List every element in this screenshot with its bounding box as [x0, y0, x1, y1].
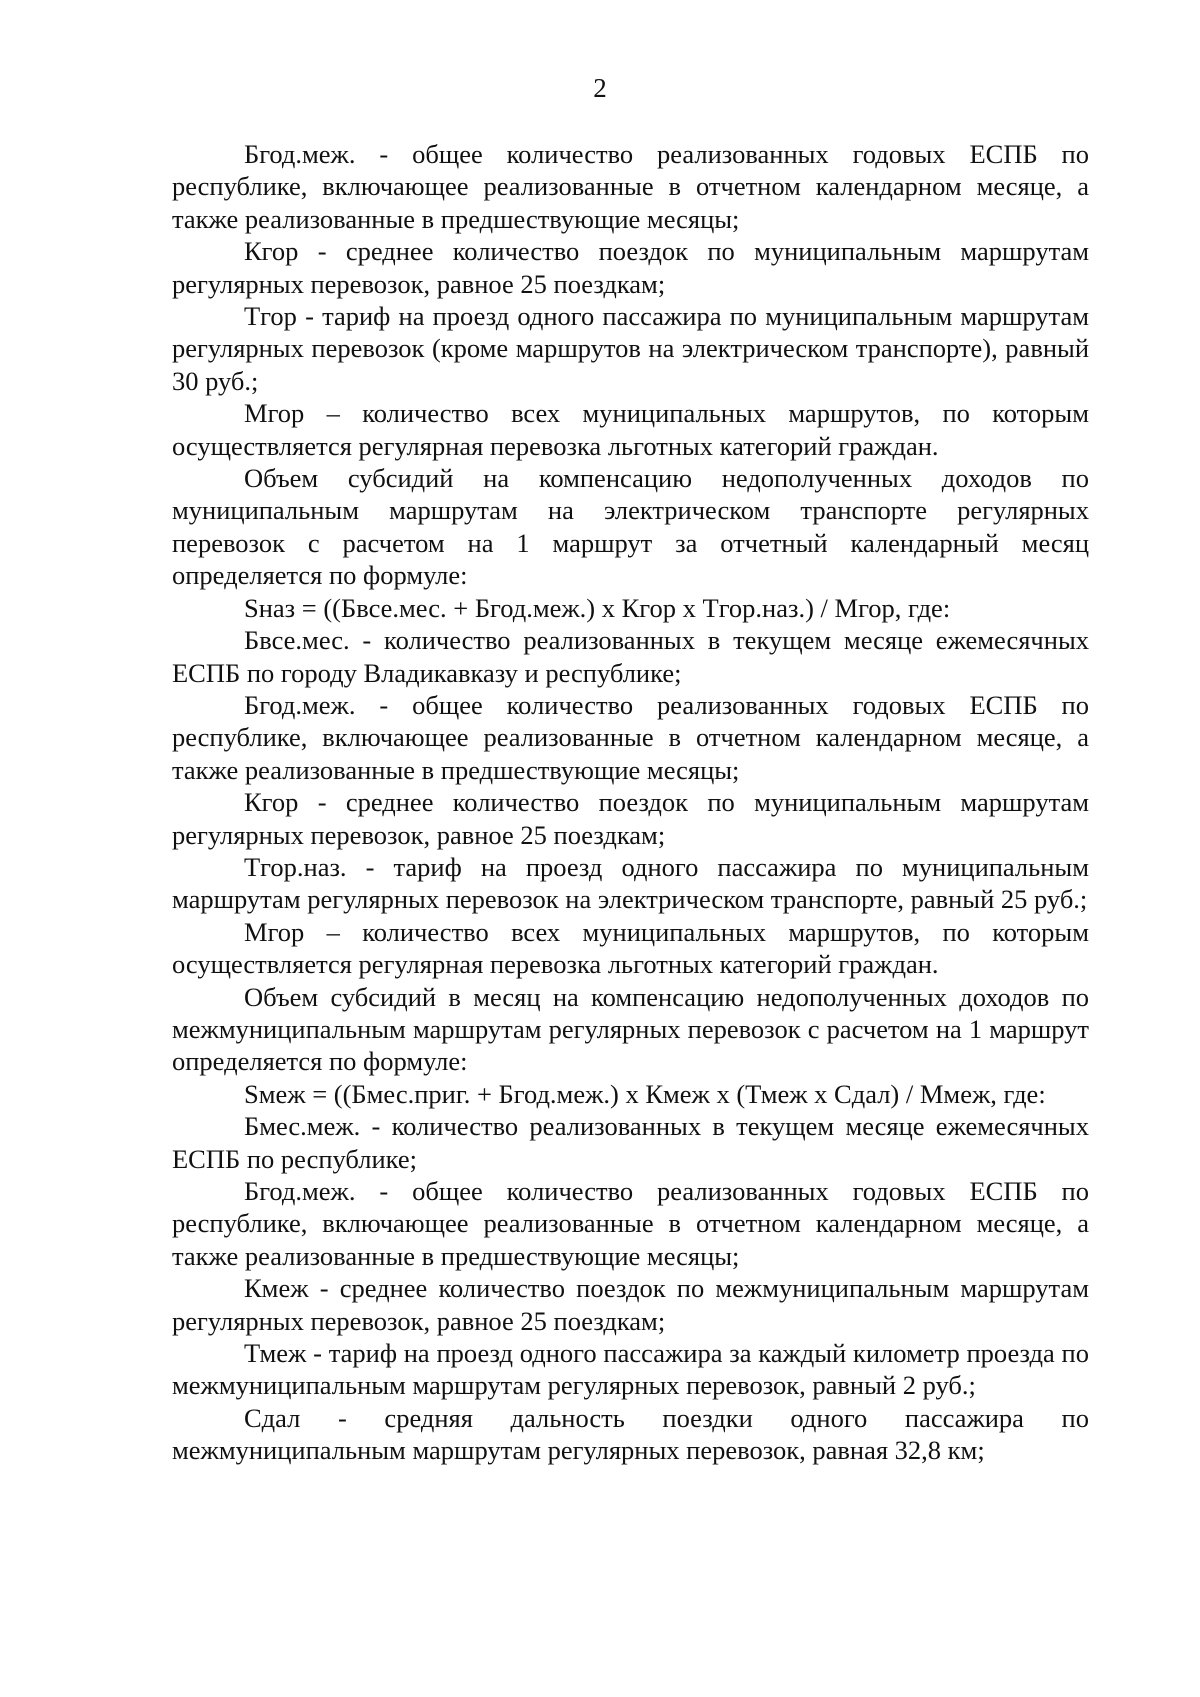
paragraph: Сдал - средняя дальность поездки одного пассажира по межмуниципальным маршрутам регулярных перевозок, равная 32,8 км;	[172, 1402, 1089, 1466]
paragraph: Тгор - тариф на проезд одного пассажира по муниципальным маршрутам регулярных перевозок (кроме маршрутов на электрическом транспорте), равный 30 руб.;	[172, 301, 1089, 396]
paragraph: Мгор – количество всех муниципальных маршрутов, по которым осуществляется регулярная перевозка льготных категорий граждан.	[172, 398, 1089, 461]
formula-sмеж: Sмеж = ((Бмес.приг. + Бгод.меж.) х Кмеж х (Тмеж х Сдал) / Ммеж, где:	[244, 1078, 1046, 1109]
paragraph: Кгор - среднее количество поездок по муниципальным маршрутам регулярных перевозок, равное 25 поездкам;	[172, 236, 1089, 299]
paragraph: Бвсе.мес. - количество реализованных в текущем месяце ежемесячных ЕСПБ по городу Владикавказу и республике;	[172, 625, 1089, 688]
paragraph: Объем субсидий в месяц на компенсацию недополученных доходов по межмуниципальным маршрутам регулярных перевозок с расчетом на 1 маршрут определяется по формуле:	[172, 981, 1089, 1077]
formula-sназ: Sназ = ((Бвсе.мес. + Бгод.меж.) х Кгор х Тгор.наз.) / Мгор, где:	[244, 592, 951, 623]
paragraph: Тгор.наз. - тариф на проезд одного пассажира по муниципальным маршрутам регулярных перевозок на электрическом транспорте, равный 25 руб.;	[172, 851, 1089, 915]
page-number: 2	[593, 73, 607, 103]
paragraph: Тмеж - тариф на проезд одного пассажира за каждый километр проезда по межмуниципальным маршрутам регулярных перевозок, равный 2 руб.;	[172, 1338, 1089, 1401]
paragraph: Кмеж - среднее количество поездок по межмуниципальным маршрутам регулярных перевозок, равное 25 поездкам;	[172, 1273, 1089, 1336]
paragraph: Кгор - среднее количество поездок по муниципальным маршрутам регулярных перевозок, равное 25 поездкам;	[172, 787, 1089, 850]
paragraph: Объем субсидий на компенсацию недополученных доходов по муниципальным маршрутам на электрическом транспорте регулярных перевозок с расчетом на 1 маршрут за отчетный календарный месяц определяется по формуле:	[172, 463, 1089, 591]
paragraph: Бмес.меж. - количество реализованных в текущем месяце ежемесячных ЕСПБ по республике;	[172, 1111, 1089, 1174]
paragraph: Бгод.меж. - общее количество реализованных годовых ЕСПБ по республике, включающее реализованные в отчетном календарном месяце, а также реализованные в предшествующие месяцы;	[172, 139, 1089, 234]
document-body	[172, 138, 1089, 1467]
paragraph: Бгод.меж. - общее количество реализованных годовых ЕСПБ по республике, включающее реализованные в отчетном календарном месяце, а также реализованные в предшествующие месяцы;	[172, 1176, 1089, 1271]
paragraph: Бгод.меж. - общее количество реализованных годовых ЕСПБ по республике, включающее реализованные в отчетном календарном месяце, а также реализованные в предшествующие месяцы;	[172, 689, 1089, 785]
paragraph: Мгор – количество всех муниципальных маршрутов, по которым осуществляется регулярная перевозка льготных категорий граждан.	[172, 916, 1089, 980]
